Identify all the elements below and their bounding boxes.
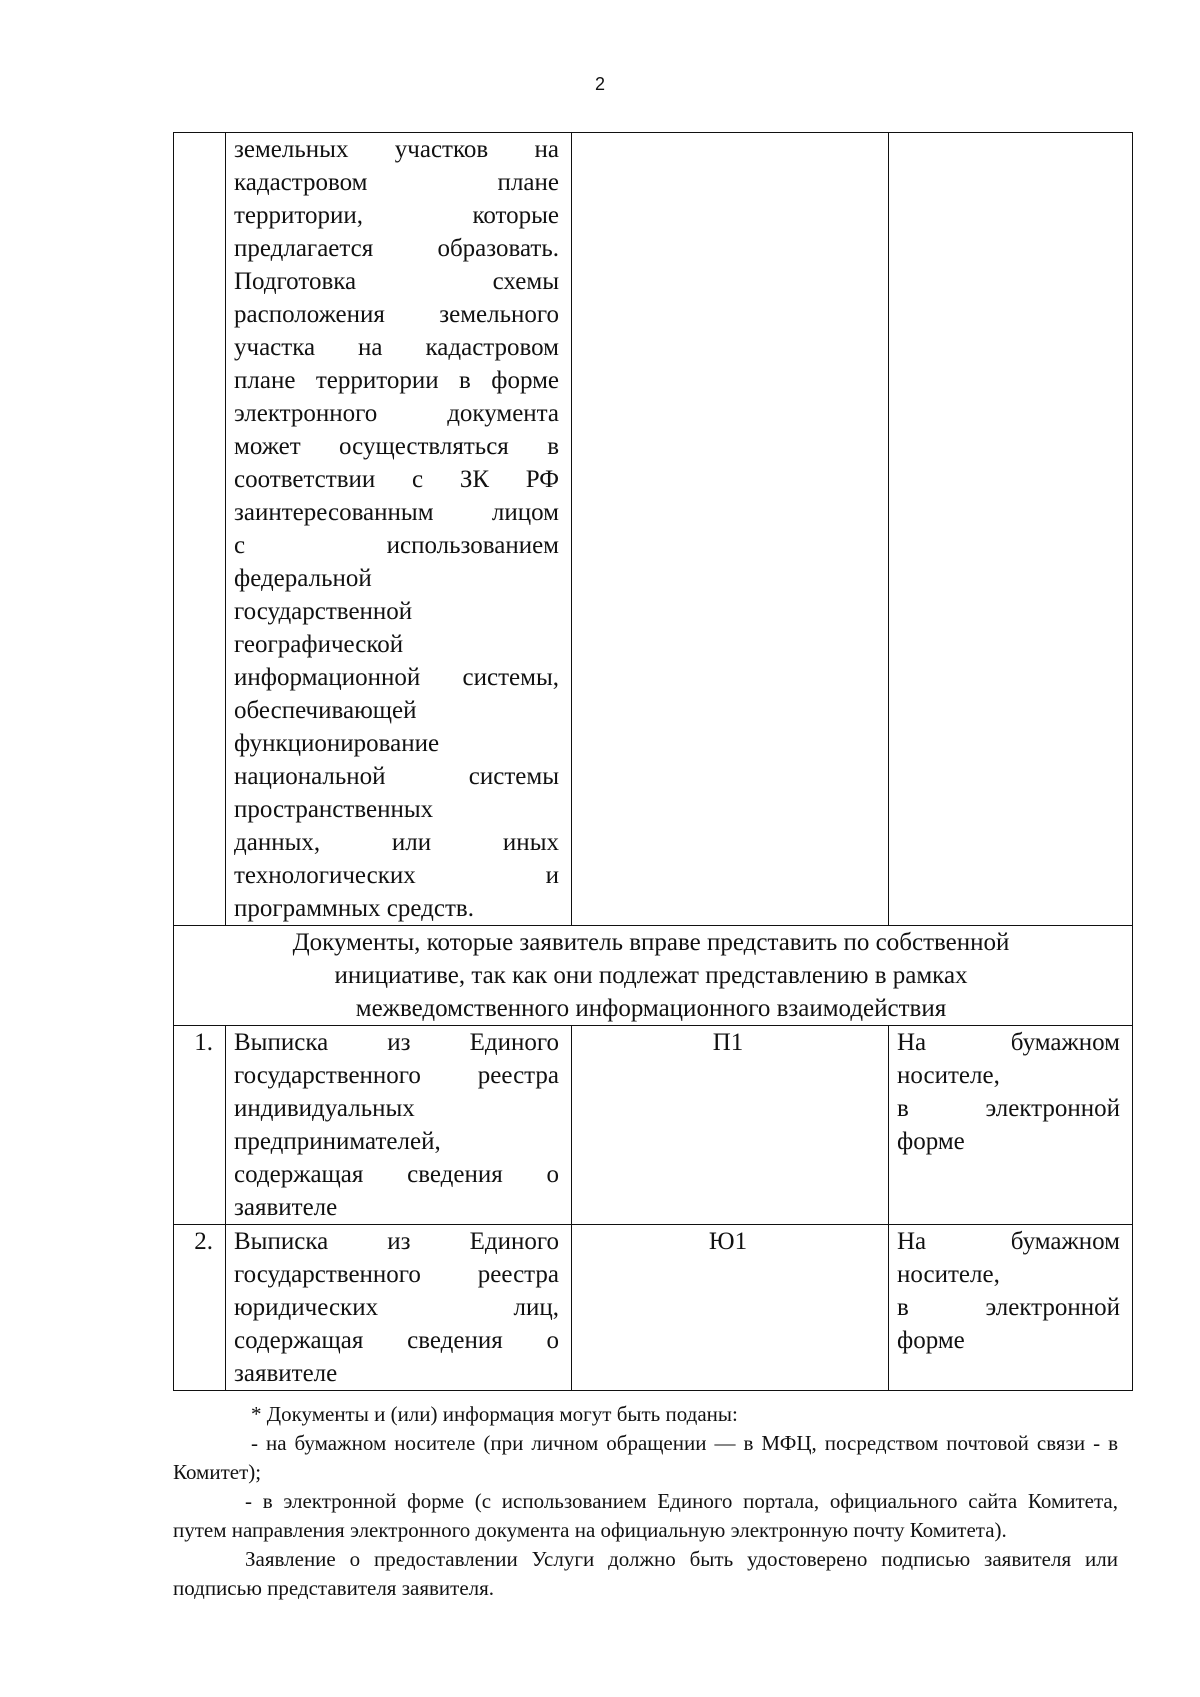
- cell-line: заинтересованным лицом: [234, 499, 559, 526]
- cell-line: заявителе: [234, 1194, 338, 1221]
- form-cell: [889, 1225, 1133, 1391]
- document-cell: [226, 1225, 572, 1391]
- document-code: П1: [572, 1026, 889, 1225]
- row-number: 1.: [174, 1026, 226, 1225]
- cell-line: обеспечивающей: [234, 697, 417, 724]
- section-header-line: инициативе, так как они подлежат представлению в рамках: [334, 962, 968, 989]
- cell-line: содержащая сведения о: [234, 1327, 559, 1354]
- cell-line: функционирование: [234, 730, 440, 757]
- cell-line: технологических и: [234, 862, 559, 889]
- cell-line: информационной системы,: [234, 664, 559, 691]
- footnote-intro: * Документы и (или) информация могут быть поданы:: [251, 1402, 738, 1426]
- table-row: [174, 1026, 1133, 1225]
- documents-table: [173, 132, 1133, 1391]
- cell-line: носителе,: [897, 1261, 1000, 1288]
- footnote-signature: Заявление о предоставлении Услуги должно быть удостоверено подписью заявителя или подписью представителя заявителя.: [173, 1547, 1118, 1600]
- cell-line: государственного реестра: [234, 1062, 559, 1089]
- cell-line: предпринимателей,: [234, 1128, 441, 1155]
- cell-line: может осуществляться в: [234, 433, 559, 460]
- cell-line: На бумажном: [897, 1029, 1120, 1056]
- cell-line: юридических лиц,: [234, 1294, 559, 1321]
- document-code: Ю1: [572, 1225, 889, 1391]
- cell-line: в электронной: [897, 1294, 1120, 1321]
- form-cell: [889, 1026, 1133, 1225]
- cell-line: Выписка из Единого: [234, 1228, 559, 1255]
- cell-line: пространственных: [234, 796, 434, 823]
- cell-line: электронного документа: [234, 400, 559, 427]
- cell-line: Подготовка схемы: [234, 268, 559, 295]
- cell-line: кадастровом плане: [234, 169, 559, 196]
- document-cell: [226, 1026, 572, 1225]
- code-cell: [572, 133, 889, 926]
- cell-line: с использованием: [234, 532, 559, 559]
- cell-line: территории, которые: [234, 202, 559, 229]
- number-cell: [174, 133, 226, 926]
- cell-line: данных, или иных: [234, 829, 559, 856]
- form-cell: [889, 133, 1133, 926]
- section-header: [174, 926, 1133, 1026]
- row-number: 2.: [174, 1225, 226, 1391]
- cell-line: в электронной: [897, 1095, 1120, 1122]
- cell-line: географической: [234, 631, 404, 658]
- section-header-line: межведомственного информационного взаимодействия: [355, 995, 947, 1022]
- cell-line: заявителе: [234, 1360, 338, 1387]
- page-number: 2: [594, 74, 605, 94]
- cell-line: Выписка из Единого: [234, 1029, 559, 1056]
- table-row: [174, 1225, 1133, 1391]
- cell-line: плане территории в форме: [234, 367, 559, 394]
- document-cell: [226, 133, 572, 926]
- cell-line: На бумажном: [897, 1228, 1120, 1255]
- cell-line: федеральной: [234, 565, 372, 592]
- cell-line: носителе,: [897, 1062, 1000, 1089]
- cell-line: индивидуальных: [234, 1095, 415, 1122]
- cell-line: государственной: [234, 598, 413, 625]
- cell-line: государственного реестра: [234, 1261, 559, 1288]
- cell-line: предлагается образовать.: [234, 235, 559, 262]
- cell-line: форме: [897, 1128, 965, 1155]
- section-header-row: [174, 926, 1133, 1026]
- cell-line: расположения земельного: [234, 301, 559, 328]
- cell-line: форме: [897, 1327, 965, 1354]
- cell-line: соответствии с ЗК РФ: [234, 466, 559, 493]
- footnotes: [173, 1400, 1118, 1603]
- cell-line: земельных участков на: [234, 136, 559, 163]
- footnote-paper: - на бумажном носителе (при личном обращении — в МФЦ, посредством почтовой связи - в Комитет);: [173, 1431, 1118, 1484]
- table-row-continuation: [174, 133, 1133, 926]
- cell-line: содержащая сведения о: [234, 1161, 559, 1188]
- cell-line: участка на кадастровом: [234, 334, 559, 361]
- footnote-electronic: - в электронной форме (с использованием Единого портала, официального сайта Комитета, путем направления электронного документа на официальную электронную почту Комитета).: [173, 1489, 1118, 1542]
- cell-line: национальной системы: [234, 763, 559, 790]
- section-header-line: Документы, которые заявитель вправе представить по собственной: [292, 929, 1010, 956]
- cell-line: программных средств.: [234, 895, 474, 922]
